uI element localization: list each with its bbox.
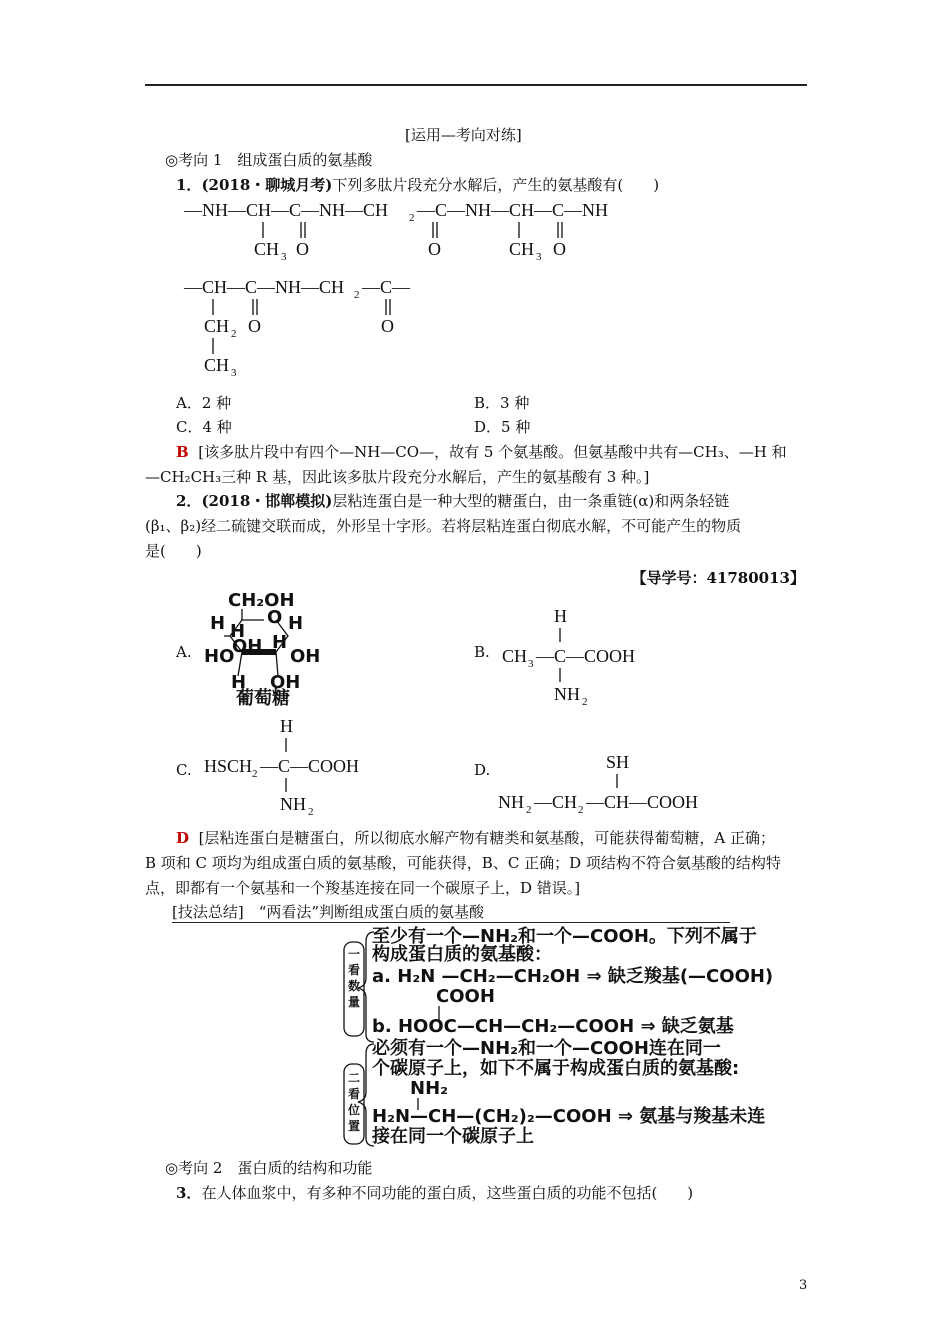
topic-2-label: ◎考向 2 蛋白质的结构和功能	[165, 1159, 373, 1177]
svg-text:3: 3	[536, 251, 542, 263]
polypeptide-row2-part1: —CH—C—NH—CH	[184, 277, 345, 297]
oxygen-label: O	[296, 239, 309, 259]
question-2: 2．(2018・邯郸模拟)层粘连蛋白是一种大型的糖蛋白，由一条重链(α)和两条轻链 (β₁、β₂)经二硫键交联而成，外形呈十字形。若将层粘连蛋白彻底水解，不可能产生的物质 是( )	[145, 492, 742, 560]
page-number: 3	[799, 1278, 808, 1293]
svg-text:H: H	[280, 716, 293, 736]
svg-text:2: 2	[252, 768, 258, 780]
two-look-method-diagram	[338, 926, 774, 1152]
svg-text:b. HOOC—CH—CH₂—COOH ⇒ 缺乏氨基: b. HOOC—CH—CH₂—COOH ⇒ 缺乏氨基	[372, 1016, 734, 1037]
q1-option-d: D．5 种	[474, 418, 531, 436]
oxygen-label: O	[553, 239, 566, 259]
svg-text:2: 2	[308, 806, 314, 818]
svg-text:NH: NH	[498, 792, 524, 812]
svg-text:CH₂OH: CH₂OH	[228, 590, 295, 611]
glucose-name: 葡萄糖	[236, 688, 290, 709]
question-1-stem: 下列多肽片段充分水解后，产生的氨基酸有( )	[332, 176, 660, 194]
q1-explanation: B [该多肽片段中有四个—NH—CO—，故有 5 个氨基酸。但氨基酸中共有—CH₃、—H 和 —CH₂CH₃三种 R 基，因此该多肽片段充分水解后，产生的氨基酸有 3 种。]	[145, 443, 787, 486]
question-1-source: (2018・聊城月考)	[201, 176, 333, 194]
svg-text:CH: CH	[502, 646, 528, 666]
svg-text:3: 3	[281, 251, 287, 263]
oxygen-label: O	[428, 239, 441, 259]
svg-text:2: 2	[231, 328, 237, 340]
svg-text:必须有一个—NH₂和一个—COOH连在同一: 必须有一个—NH₂和一个—COOH连在同一	[372, 1038, 721, 1059]
polypeptide-structure	[170, 195, 640, 385]
svg-text:至少有一个—NH₂和一个—COOH。下列不属于: 至少有一个—NH₂和一个—COOH。下列不属于	[372, 926, 757, 947]
svg-text:a. H₂N —CH₂—CH₂OH ⇒ 缺乏羧基(—COOH: a. H₂N —CH₂—CH₂OH ⇒ 缺乏羧基(—COOH)	[372, 966, 774, 987]
top-rule	[145, 84, 807, 86]
oxygen-label: O	[381, 316, 394, 336]
svg-text:接在同一个碳原子上: 接在同一个碳原子上	[372, 1126, 534, 1147]
svg-text:2: 2	[582, 696, 588, 708]
svg-text:H: H	[288, 613, 304, 634]
svg-text:H: H	[554, 606, 567, 626]
svg-text:H: H	[230, 621, 246, 642]
svg-text:3: 3	[528, 658, 534, 670]
svg-text:—CH—COOH: —CH—COOH	[586, 792, 699, 812]
q1-option-c: C．4 种	[176, 418, 232, 436]
q1-option-b: B．3 种	[474, 394, 530, 412]
svg-text:NH: NH	[280, 794, 306, 814]
box1-vertical-label: 一看数量	[348, 947, 361, 1009]
svg-text:HO: HO	[204, 646, 235, 667]
q2-explanation: D [层粘连蛋白是糖蛋白，所以彻底水解产物有糖类和氨基酸，可能获得葡萄糖，A 正确； B 项和 C 项均为组成蛋白质的氨基酸，可能获得，B、C 正确；D 项结构不符合氨基酸的结构特 点，即都有一个氨基和一个羧基连接在同一个碳原子上，D 错误。]	[145, 829, 781, 897]
q2-option-a-label: A.	[176, 643, 192, 661]
q2-answer-letter: D	[176, 829, 190, 847]
oxygen-label: O	[248, 316, 261, 336]
svg-text:OH: OH	[290, 646, 321, 667]
q2-option-b-label: B.	[474, 643, 490, 661]
svg-text:个碳原子上，如下不属于构成蛋白质的氨基酸:: 个碳原子上，如下不属于构成蛋白质的氨基酸:	[372, 1058, 740, 1079]
svg-text:—C—COOH: —C—COOH	[260, 756, 360, 776]
svg-text:COOH: COOH	[436, 986, 495, 1007]
question-2-source: (2018・邯郸模拟)	[201, 492, 333, 510]
section-header: [运用—考向对练]	[405, 126, 522, 144]
q1-answer-letter: B	[176, 443, 189, 461]
svg-text:—C—COOH: —C—COOH	[536, 646, 636, 666]
topic-1-label: ◎考向 1 组成蛋白质的氨基酸	[165, 151, 373, 169]
summary-underline	[172, 922, 730, 923]
svg-text:OH: OH	[270, 672, 301, 693]
svg-text:HSCH: HSCH	[204, 756, 253, 776]
option-c-structure	[200, 710, 380, 820]
svg-text:H₂N—CH—(CH₂)₂—COOH ⇒ 氨基与羧基未连: H₂N—CH—(CH₂)₂—COOH ⇒ 氨基与羧基未连	[372, 1106, 766, 1127]
svg-text:SH: SH	[606, 752, 630, 772]
question-3	[176, 1182, 693, 1203]
q2-option-c-label: C.	[176, 761, 192, 779]
polypeptide-row1-part2: —C—NH—CH—C—NH	[417, 200, 609, 220]
svg-text:H: H	[272, 632, 288, 653]
option-b-structure	[498, 600, 658, 710]
question-2-number: 2．	[176, 492, 202, 510]
box2-vertical-label: 二看位置	[348, 1071, 361, 1133]
polypeptide-row1-sub: 2	[409, 212, 415, 224]
ch2-label: CH	[204, 316, 230, 336]
svg-text:—CH: —CH	[534, 792, 578, 812]
question-1-number: 1．	[176, 176, 202, 194]
ch3-label: CH	[204, 355, 230, 375]
svg-text:H: H	[210, 613, 226, 634]
svg-text:OH: OH	[232, 636, 263, 657]
svg-text:H: H	[231, 672, 247, 693]
question-3-stem: 在人体血浆中，有多种不同功能的蛋白质，这些蛋白质的功能不包括( )	[201, 1184, 694, 1202]
q1-option-a: A．2 种	[176, 394, 232, 412]
svg-text:NH₂: NH₂	[410, 1078, 449, 1099]
svg-text:构成蛋白质的氨基酸：: 构成蛋白质的氨基酸：	[372, 944, 552, 965]
ch3-label: CH	[254, 239, 280, 259]
question-3-number: 3．	[176, 1184, 202, 1202]
svg-text:2: 2	[578, 804, 584, 816]
glucose-structure	[198, 590, 321, 710]
polypeptide-row2-part2: —C—	[362, 277, 411, 297]
guide-number: 【导学号：41780013】	[631, 569, 805, 587]
q2-option-d-label: D.	[474, 761, 491, 779]
question-1	[176, 174, 659, 195]
polypeptide-row1-part1: —NH—CH—C—NH—CH	[184, 200, 389, 220]
svg-text:2: 2	[526, 804, 532, 816]
option-d-structure	[496, 746, 726, 816]
summary-title: [技法总结] “两看法”判断组成蛋白质的氨基酸	[172, 903, 485, 921]
ch3-label: CH	[509, 239, 535, 259]
polypeptide-row2-sub: 2	[354, 289, 360, 301]
svg-text:3: 3	[231, 367, 237, 379]
svg-text:O: O	[267, 607, 283, 628]
svg-text:NH: NH	[554, 684, 580, 704]
